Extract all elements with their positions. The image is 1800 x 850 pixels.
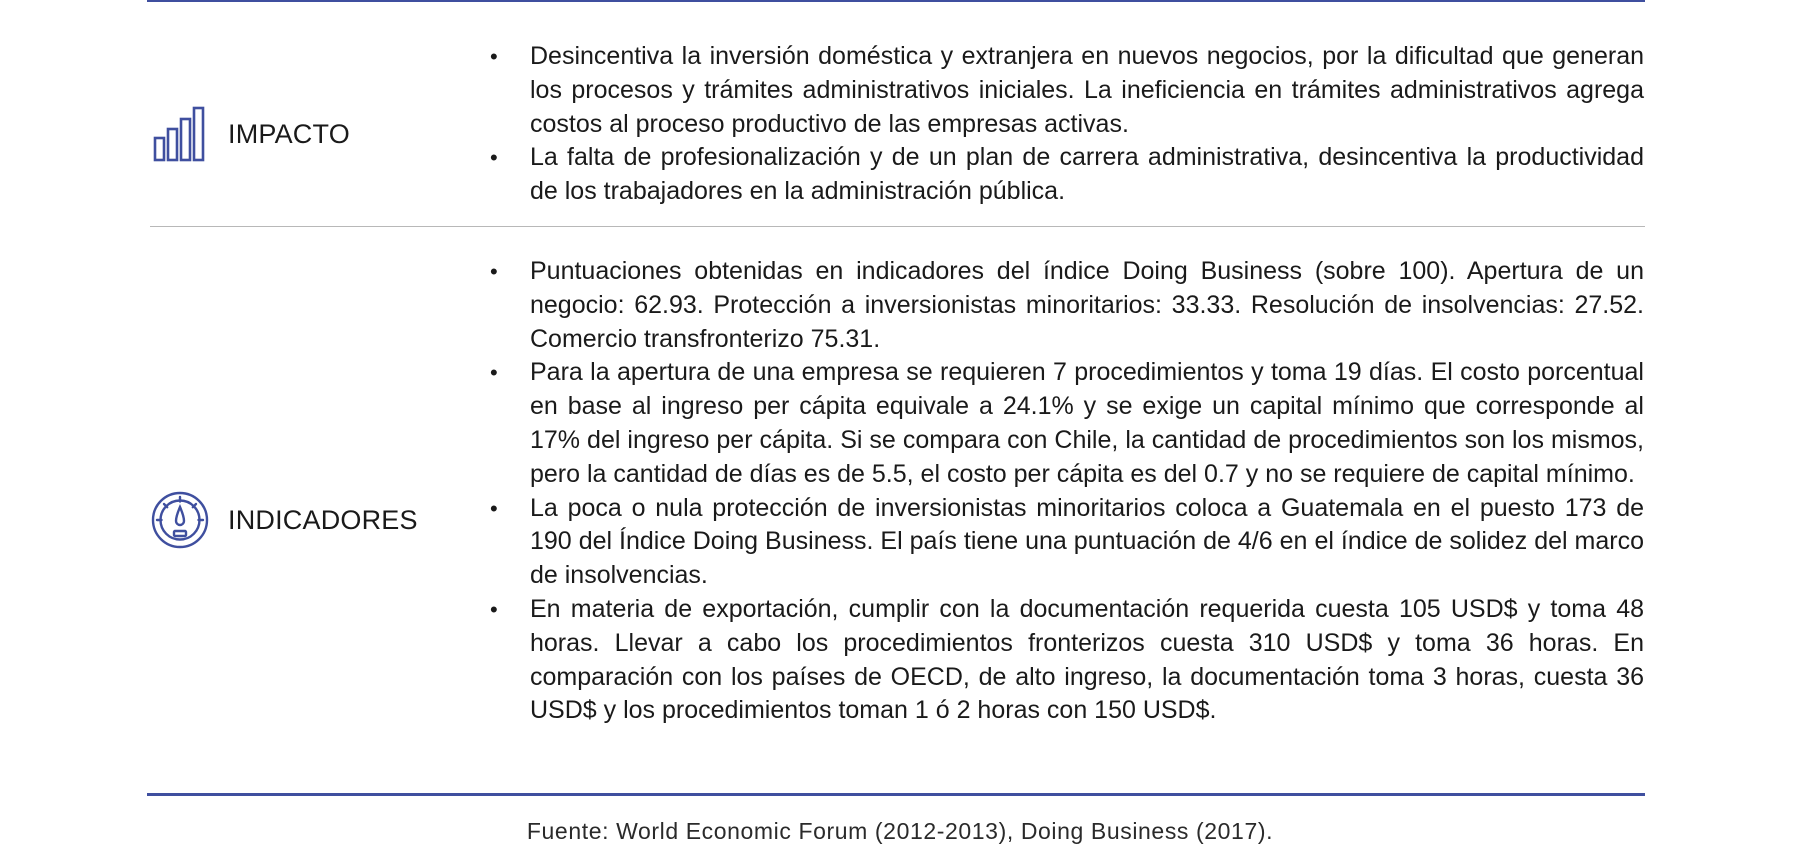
- impacto-label-text: IMPACTO: [228, 118, 350, 149]
- bar-chart-icon: [150, 104, 210, 164]
- indicadores-label-text: INDICADORES: [228, 504, 418, 535]
- bullet-dot: •: [490, 259, 498, 284]
- list-item: [490, 255, 1644, 356]
- bullet-text: En materia de exportación, cumplir con la documentación requerida cuesta 105 USD$ y toma 48 horas. Llevar a cabo los procedimientos fronterizos cuesta 310 USD$ y toma 36 horas. En comparación con los países de OECD, de alto ingreso, la documentación toma 3 horas, cuesta 36 USD$ y los procedimientos toman 1 ó 2 horas con 150 USD$.: [530, 594, 1644, 725]
- bullet-text: La poca o nula protección de inversionistas minoritarios coloca a Guatemala en el puesto 173 de 190 del Índice Doing Business. El país tiene una puntuación de 4/6 en el índice de solidez del marco de insolvencias.: [530, 493, 1644, 590]
- list-item: [490, 141, 1644, 209]
- bullet-text: Para la apertura de una empresa se requieren 7 procedimientos y toma 19 días. El costo porcentual en base al ingreso per cápita equivale a 24.1% y se exige un capital mínimo que corresponde al 17% del ingreso per cápita. Si se compara con Chile, la cantidad de procedimientos son los mismos, pero la cantidad de días es de 5.5, el costo per cápita es del 0.7 y no se requiere de capital mínimo.: [530, 358, 1644, 488]
- impacto-bullet-list: [490, 40, 1644, 209]
- bullet-text: Puntuaciones obtenidas en indicadores del índice Doing Business (sobre 100). Apertura de un negocio: 62.93. Protección a inversionistas minoritarios: 33.33. Resolución de insolvencias: 27.52. Comercio transfronterizo 75.31.: [530, 257, 1644, 353]
- gauge-icon: [150, 490, 210, 550]
- bottom-rule: [147, 793, 1645, 796]
- indicadores-label: [150, 490, 418, 550]
- bullet-dot: •: [490, 495, 498, 521]
- row-divider: [150, 226, 1645, 227]
- list-item: [490, 492, 1644, 593]
- bullet-text: Desincentiva la inversión doméstica y extranjera en nuevos negocios, por la dificultad que generan los procesos y trámites administrativos iniciales. La ineficiencia en trámites administrativos agrega costos al proceso productivo de las empresas activas.: [530, 42, 1644, 138]
- list-item: [490, 356, 1644, 491]
- source-caption: Fuente: World Economic Forum (2012-2013), Doing Business (2017).: [526, 818, 1274, 844]
- bullet-dot: •: [490, 360, 498, 386]
- impacto-label: [150, 104, 350, 164]
- bullet-dot: •: [490, 596, 498, 622]
- top-rule: [147, 0, 1645, 2]
- indicadores-bullet-list: [490, 255, 1644, 728]
- list-item: [490, 593, 1644, 728]
- bullet-text: La falta de profesionalización y de un plan de carrera administrativa, desincentiva la productividad de los trabajadores en la administración pública.: [530, 143, 1644, 206]
- bullet-dot: •: [490, 145, 498, 171]
- bullet-dot: •: [490, 44, 498, 69]
- list-item: [490, 40, 1644, 141]
